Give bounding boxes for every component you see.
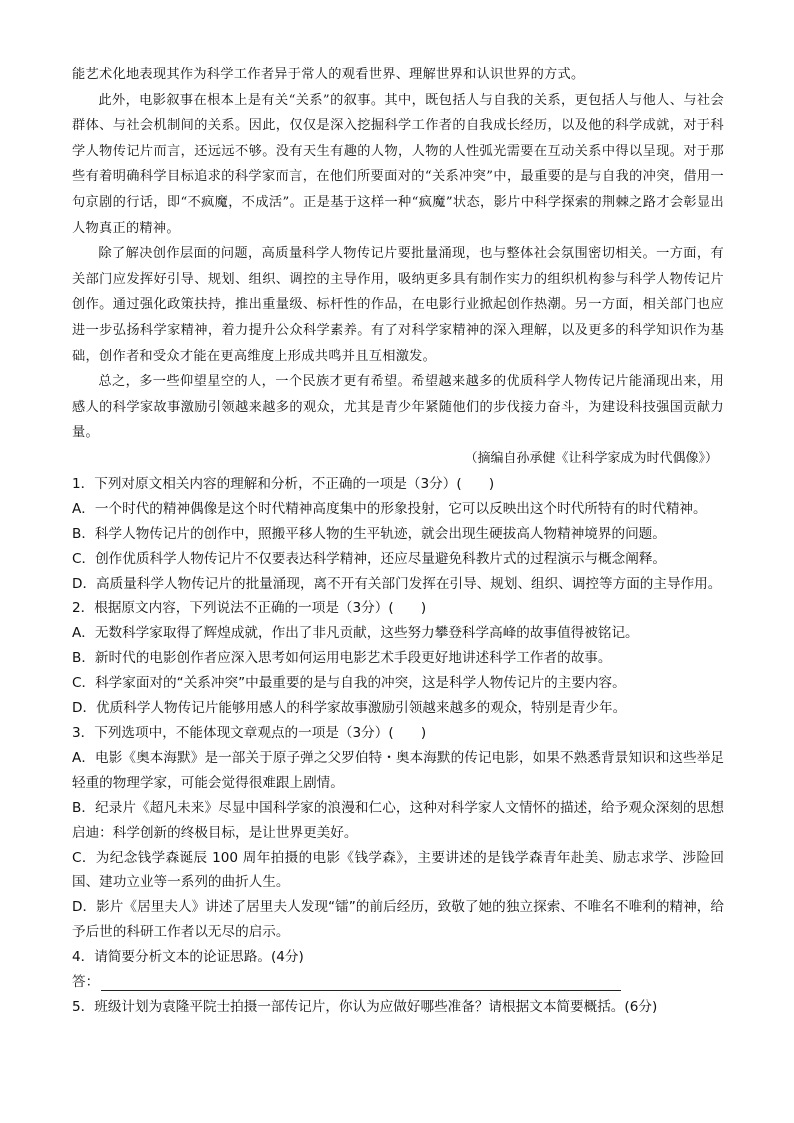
answer-label: 答：	[72, 974, 100, 991]
question-stem: 3．下列选项中，不能体现文章观点的一项是（3分）( )	[72, 724, 427, 741]
question-stem: 2．根据原文内容，下列说法不正确的一项是（3分）( )	[72, 600, 427, 617]
question-3	[72, 721, 724, 945]
option-a: A．无数科学家取得了辉煌成就，作出了非凡贡献，这些努力攀登科学高峰的故事值得被铭记。	[72, 625, 639, 642]
option-b: B．纪录片《超凡未来》尽显中国科学家的浪漫和仁心，这种对科学家人文情怀的描述，给予观众深刻的思想启迪：科学创新的终极目标，是让世界更美好。	[72, 799, 724, 841]
question-stem: 5．班级计划为袁隆平院士拍摄一部传记片，你认为应做好哪些准备？请根据文本简要概括。(6分)	[72, 998, 658, 1015]
option-c: C．科学家面对的“关系冲突”中最重要的是与自我的冲突，这是科学人物传记片的主要内容。	[72, 675, 626, 692]
option-d: D．影片《居里夫人》讲述了居里夫人发现“镭”的前后经历，致敬了她的独立探索、不唯名不唯利的精神，给予后世的科研工作者以无尽的启示。	[72, 899, 724, 941]
option-a: A．一个时代的精神偶像是这个时代精神高度集中的形象投射，它可以反映出这个时代所特有的时代精神。	[72, 500, 707, 517]
option-d: D．高质量科学人物传记片的批量涌现，离不开有关部门发挥在引导、规划、组织、调控等方面的主导作用。	[72, 575, 722, 592]
question-stem: 4．请简要分析文本的论证思路。(4分)	[72, 949, 304, 966]
question-2	[72, 596, 724, 721]
option-c: C．为纪念钱学森诞辰 100 周年拍摄的电影《钱学森》，主要讲述的是钱学森青年赴美、励志求学、涉险回国、建功立业等一系列的曲折人生。	[72, 849, 724, 891]
option-c: C．创作优质科学人物传记片不仅要表达科学精神，还应尽量避免科教片式的过程演示与概念阐释。	[72, 550, 667, 567]
exam-page	[72, 62, 724, 1020]
reading-passage	[72, 62, 724, 472]
option-d: D．优质科学人物传记片能够用感人的科学家故事激励引领越来越多的观众，特别是青少年。	[72, 700, 627, 717]
passage-paragraph: 除了解决创作层面的问题，高质量科学人物传记片要批量涌现，也与整体社会氛围密切相关。一方面，有关部门应发挥好引导、规划、组织、调控的主导作用，吸纳更多具有制作实力的组织机构参与科学人物传记片创作。通过强化政策扶持，推出重量级、标杆性的作品，在电影行业掀起创作热潮。另一方面，相关部门也应进一步弘扬科学家精神，着力提升公众科学素养。有了对科学家精神的深入理解，以及更多的科学知识作为基础，创作者和受众才能在更高维度上形成共鸣并且互相激发。	[72, 246, 724, 364]
question-list	[72, 472, 724, 1020]
question-stem: 1．下列对原文相关内容的理解和分析，不正确的一项是（3分）( )	[72, 475, 495, 492]
option-a: A．电影《奥本海默》是一部关于原子弹之父罗伯特・奥本海默的传记电影，如果不熟悉背景知识和这些举足轻重的物理学家，可能会觉得很难跟上剧情。	[72, 749, 724, 791]
option-b: B．新时代的电影创作者应深入思考如何运用电影艺术手段更好地讲述科学工作者的故事。	[72, 650, 612, 667]
passage-paragraph: 能艺术化地表现其作为科学工作者异于常人的观看世界、理解世界和认识世界的方式。	[72, 67, 585, 82]
passage-source: （摘编自孙承健《让科学家成为时代偶像》）	[464, 450, 718, 466]
passage-paragraph: 总之，多一些仰望星空的人，一个民族才更有希望。希望越来越多的优质科学人物传记片能涌现出来，用感人的科学家故事激励引领越来越多的观众，尤其是青少年紧随他们的步伐接力奋斗，为建设科技强国贡献力量。	[72, 374, 724, 441]
question-1	[72, 472, 724, 597]
option-b: B．科学人物传记片的创作中，照搬平移人物的生平轨迹，就会出现生硬拔高人物精神境界的问题。	[72, 525, 666, 542]
question-4	[72, 945, 724, 995]
answer-blank[interactable]	[101, 973, 621, 991]
passage-paragraph: 此外，电影叙事在根本上是有关“关系”的叙事。其中，既包括人与自我的关系，更包括人与他人、与社会群体、与社会机制间的关系。因此，仅仅是深入挖掘科学工作者的自我成长经历，以及他的科学成就，对于科学人物传记片而言，还远远不够。没有天生有趣的人物，人物的人性弧光需要在互动关系中得以呈现。对于那些有着明确科学目标追求的科学家而言，在他们所要面对的“关系冲突”中，最重要的是与自我的冲突，借用一句京剧的行话，即“不疯魔，不成活”。正是基于这样一种“疯魔”状态，影片中科学探索的荆棘之路才会彰显出人物真正的精神。	[72, 92, 724, 236]
question-5	[72, 995, 724, 1020]
answer-line	[72, 970, 724, 995]
